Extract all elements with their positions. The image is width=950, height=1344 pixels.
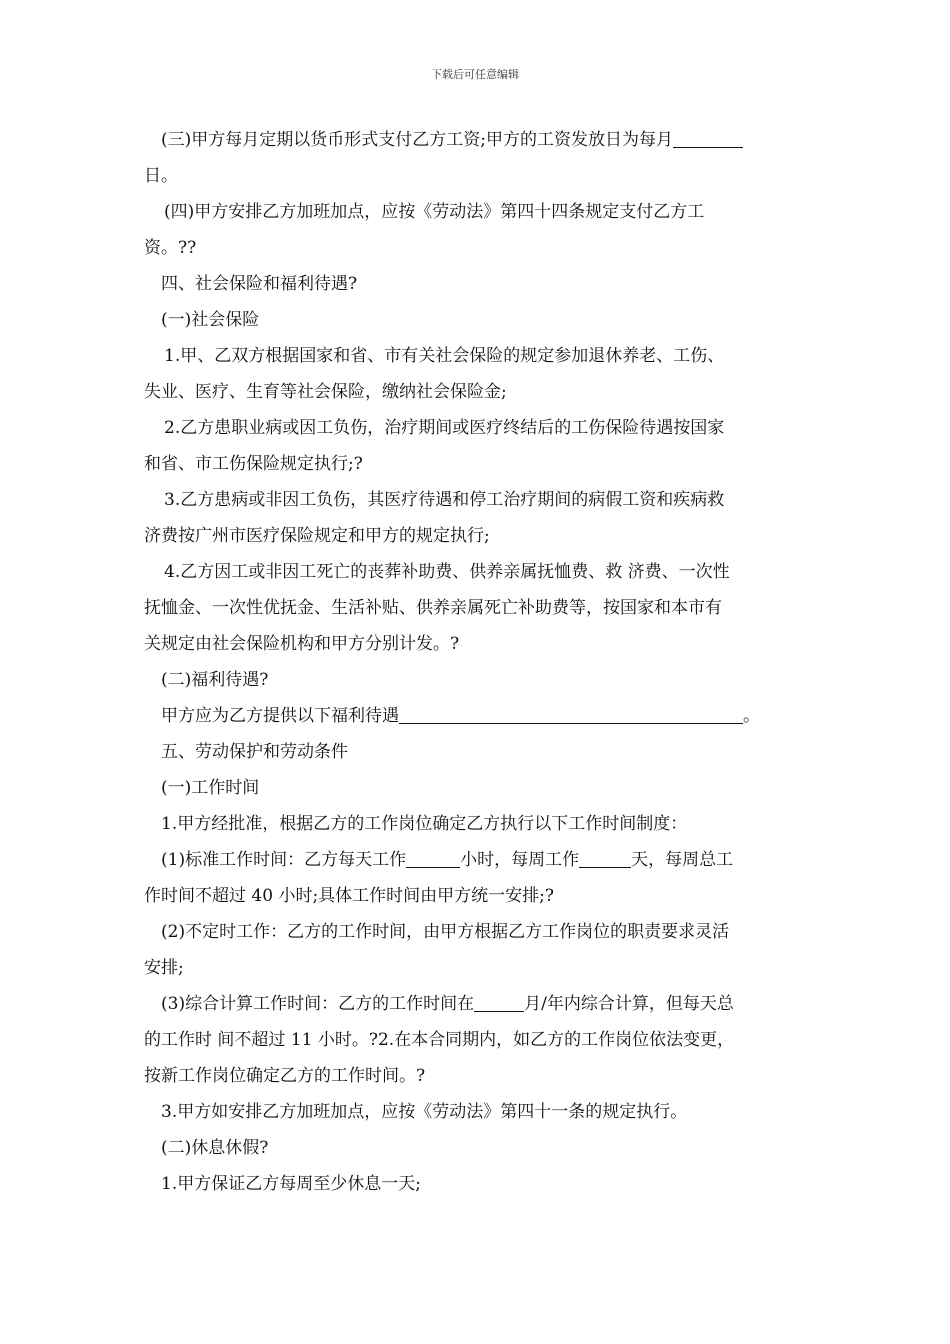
paragraph-line: 作时间不超过 40 小时;具体工作时间由甲方统一安排;? — [144, 886, 555, 906]
section-heading: 四、社会保险和福利待遇? — [161, 274, 358, 294]
subsection-heading: (二)休息休假? — [161, 1138, 269, 1158]
subsection-heading: (一)社会保险 — [161, 310, 260, 330]
paragraph-line: (四)甲方安排乙方加班加点，应按《劳动法》第四十四条规定支付乙方工 — [164, 202, 705, 222]
paragraph-line: 抚恤金、一次性优抚金、生活补贴、供养亲属死亡补助费等，按国家和本市有 — [144, 598, 722, 618]
subsection-heading: (二)福利待遇? — [161, 670, 269, 690]
text-run: (3)综合计算工作时间：乙方的工作时间在 — [161, 994, 475, 1014]
paragraph-line: 济费按广州市医疗保险规定和甲方的规定执行; — [144, 526, 490, 546]
text-run: 月/年内综合计算，但每天总 — [524, 994, 734, 1014]
paragraph-line: 关规定由社会保险机构和甲方分别计发。? — [144, 634, 460, 654]
blank-underline — [579, 849, 631, 868]
blank-underline — [406, 849, 460, 868]
page-header: 下载后可任意编辑 — [431, 68, 519, 81]
paragraph-line: 日。 — [144, 166, 178, 186]
paragraph-line: 3.乙方患病或非因工负伤，其医疗待遇和停工治疗期间的病假工资和疾病救 — [164, 490, 725, 510]
text-run: 甲方应为乙方提供以下福利待遇 — [161, 706, 399, 726]
blank-underline — [474, 993, 524, 1012]
paragraph-line: 的工作时 间不超过 11 小时。?2.在本合同期内，如乙方的工作岗位依法变更， — [144, 1030, 735, 1050]
subsection-heading: (一)工作时间 — [161, 778, 260, 798]
text-run: 天，每周总工 — [631, 850, 734, 870]
paragraph-line: 按新工作岗位确定乙方的工作时间。? — [144, 1066, 426, 1086]
section-heading: 五、劳动保护和劳动条件 — [161, 742, 348, 762]
paragraph-line — [144, 698, 810, 734]
paragraph-line: (2)不定时工作：乙方的工作时间，由甲方根据乙方工作岗位的职责要求灵活 — [161, 922, 730, 942]
paragraph-line — [144, 986, 810, 1022]
paragraph-line — [144, 842, 810, 878]
paragraph-line: 1.甲方保证乙方每周至少休息一天; — [161, 1174, 421, 1194]
paragraph-line: 资。?? — [144, 238, 197, 258]
text-run: 。 — [743, 706, 760, 726]
paragraph-line: 和省、市工伤保险规定执行;? — [144, 454, 363, 474]
blank-underline — [673, 129, 743, 148]
paragraph-line: 安排; — [144, 958, 184, 978]
paragraph-line: 1.甲方经批准，根据乙方的工作岗位确定乙方执行以下工作时间制度： — [161, 814, 688, 834]
text-run: (1)标准工作时间：乙方每天工作 — [161, 850, 407, 870]
paragraph-line: 失业、医疗、生育等社会保险，缴纳社会保险金; — [144, 382, 507, 402]
text-run: (三)甲方每月定期以货币形式支付乙方工资;甲方的工资发放日为每月 — [161, 130, 673, 150]
paragraph-line: 2.乙方患职业病或因工负伤，治疗期间或医疗终结后的工伤保险待遇按国家 — [164, 418, 725, 438]
text-run: 小时，每周工作 — [460, 850, 580, 870]
paragraph-line: 3.甲方如安排乙方加班加点，应按《劳动法》第四十一条的规定执行。 — [161, 1102, 688, 1122]
paragraph-line — [144, 122, 810, 158]
paragraph-line: 1.甲、乙双方根据国家和省、市有关社会保险的规定参加退休养老、工伤、 — [164, 346, 725, 366]
document-body — [144, 122, 810, 1202]
paragraph-line: 4.乙方因工或非因工死亡的丧葬补助费、供养亲属抚恤费、救 济费、一次性 — [164, 562, 730, 582]
blank-underline — [399, 705, 743, 724]
